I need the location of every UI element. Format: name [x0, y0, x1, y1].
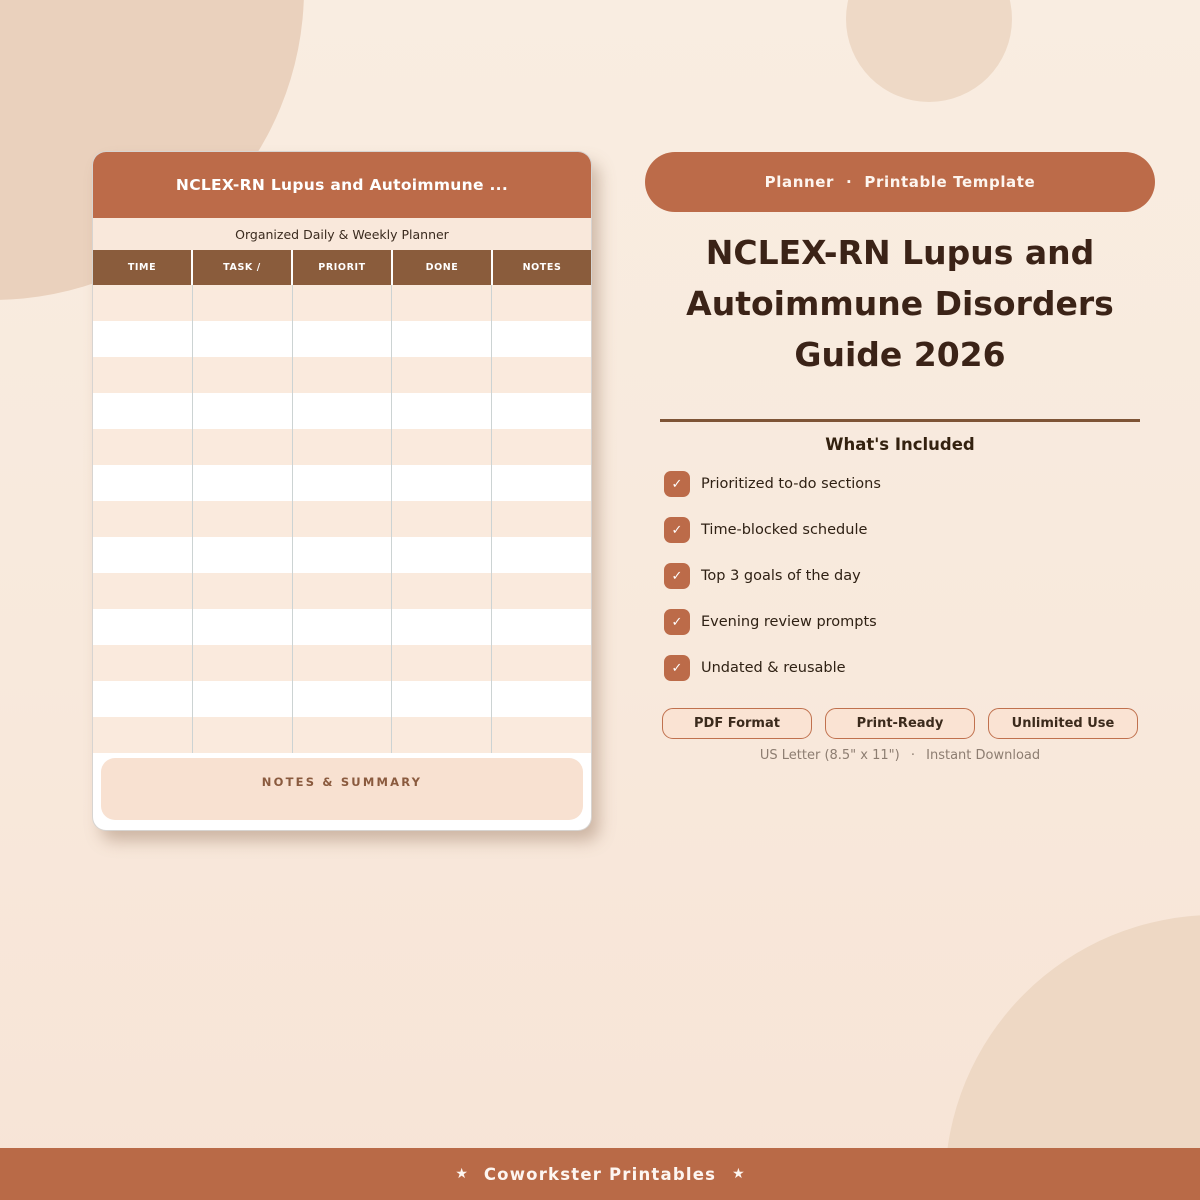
- table-cell: [492, 645, 591, 681]
- table-cell: [392, 609, 492, 645]
- table-row: [93, 429, 591, 465]
- table-cell: [93, 357, 193, 393]
- feature-item: [664, 563, 1155, 589]
- table-row: [93, 537, 591, 573]
- feature-item: [664, 517, 1155, 543]
- table-row: [93, 609, 591, 645]
- badge-type-label: Printable Template: [864, 173, 1036, 191]
- table-cell: [492, 465, 591, 501]
- checkmark-icon: ✓: [664, 655, 690, 681]
- product-details: [645, 152, 1155, 763]
- planner-preview-card: [93, 152, 591, 830]
- table-cell: [492, 285, 591, 321]
- section-divider: [660, 419, 1140, 422]
- table-cell: [492, 537, 591, 573]
- table-cell: [193, 681, 293, 717]
- table-cell: [293, 645, 393, 681]
- table-cell: [193, 357, 293, 393]
- tag-button-print-ready[interactable]: Print-Ready: [825, 708, 975, 739]
- table-row: [93, 717, 591, 753]
- feature-item: [664, 609, 1155, 635]
- table-cell: [193, 717, 293, 753]
- planner-table: [93, 250, 591, 753]
- table-row: [93, 393, 591, 429]
- table-cell: [293, 285, 393, 321]
- feature-label: Time-blocked schedule: [701, 522, 868, 538]
- table-row: [93, 573, 591, 609]
- table-cell: [293, 357, 393, 393]
- feature-label: Prioritized to-do sections: [701, 476, 881, 492]
- tag-button-row: [662, 708, 1138, 739]
- checkmark-icon: ✓: [664, 517, 690, 543]
- table-cell: [293, 681, 393, 717]
- table-row: [93, 645, 591, 681]
- checkmark-icon: ✓: [664, 471, 690, 497]
- column-header: DONE: [393, 250, 491, 285]
- table-cell: [293, 429, 393, 465]
- table-cell: [392, 717, 492, 753]
- table-cell: [492, 393, 591, 429]
- meta-separator-dot: ·: [910, 748, 915, 763]
- table-cell: [193, 393, 293, 429]
- category-badge: [645, 152, 1155, 212]
- table-row: [93, 501, 591, 537]
- table-cell: [93, 465, 193, 501]
- badge-separator-dot: ·: [846, 173, 853, 191]
- table-cell: [93, 537, 193, 573]
- table-cell: [392, 357, 492, 393]
- column-header: TASK /: [193, 250, 291, 285]
- checkmark-icon: ✓: [664, 609, 690, 635]
- table-cell: [293, 465, 393, 501]
- table-cell: [492, 321, 591, 357]
- table-cell: [392, 573, 492, 609]
- table-cell: [93, 681, 193, 717]
- included-heading: What's Included: [825, 435, 975, 454]
- table-cell: [193, 465, 293, 501]
- table-cell: [392, 321, 492, 357]
- table-row: [93, 357, 591, 393]
- table-cell: [93, 645, 193, 681]
- table-row: [93, 465, 591, 501]
- table-cell: [492, 609, 591, 645]
- table-cell: [93, 321, 193, 357]
- table-cell: [392, 465, 492, 501]
- table-cell: [93, 573, 193, 609]
- table-cell: [392, 537, 492, 573]
- planner-card-header: [93, 152, 591, 218]
- table-cell: [492, 501, 591, 537]
- brand-footer: [0, 1148, 1200, 1200]
- feature-item: [664, 655, 1155, 681]
- table-cell: [392, 681, 492, 717]
- table-cell: [293, 501, 393, 537]
- paper-size-label: US Letter (8.5" x 11"): [759, 748, 900, 763]
- star-icon: ★: [732, 1166, 745, 1182]
- table-cell: [392, 285, 492, 321]
- table-cell: [93, 429, 193, 465]
- star-icon: ★: [455, 1166, 468, 1182]
- table-row: [93, 285, 591, 321]
- table-cell: [193, 609, 293, 645]
- table-cell: [293, 573, 393, 609]
- table-cell: [93, 609, 193, 645]
- feature-list: [645, 471, 1155, 681]
- table-cell: [193, 645, 293, 681]
- format-meta-line: [645, 748, 1155, 763]
- page-title: NCLEX-RN Lupus and Autoimmune Disorders Guide 2026: [686, 233, 1114, 374]
- table-cell: [193, 501, 293, 537]
- download-label: Instant Download: [926, 748, 1041, 763]
- table-cell: [492, 573, 591, 609]
- table-cell: [93, 501, 193, 537]
- brand-name: Coworkster Printables: [483, 1164, 717, 1184]
- table-cell: [193, 537, 293, 573]
- table-cell: [392, 393, 492, 429]
- tag-button-unlimited-use[interactable]: Unlimited Use: [988, 708, 1138, 739]
- table-cell: [492, 357, 591, 393]
- column-header: PRIORIT: [293, 250, 391, 285]
- planner-card-subtitle: Organized Daily & Weekly Planner: [93, 218, 591, 250]
- table-cell: [392, 501, 492, 537]
- feature-label: Evening review prompts: [701, 614, 877, 630]
- table-cell: [193, 285, 293, 321]
- table-cell: [293, 717, 393, 753]
- feature-item: [664, 471, 1155, 497]
- notes-summary-label: NOTES & SUMMARY: [261, 775, 423, 789]
- planner-table-body: [93, 285, 591, 753]
- table-cell: [93, 393, 193, 429]
- column-header: TIME: [93, 250, 191, 285]
- table-cell: [293, 537, 393, 573]
- planner-card-title: NCLEX-RN Lupus and Autoimmune ...: [175, 176, 509, 194]
- tag-button-pdf-format[interactable]: PDF Format: [662, 708, 812, 739]
- planner-table-header: [93, 250, 591, 285]
- table-cell: [193, 321, 293, 357]
- table-cell: [293, 609, 393, 645]
- table-cell: [193, 573, 293, 609]
- table-cell: [492, 717, 591, 753]
- table-cell: [93, 717, 193, 753]
- table-cell: [392, 429, 492, 465]
- table-row: [93, 321, 591, 357]
- table-cell: [492, 681, 591, 717]
- badge-category-label: Planner: [764, 173, 835, 191]
- table-cell: [293, 393, 393, 429]
- table-cell: [492, 429, 591, 465]
- notes-summary-box: [101, 758, 583, 820]
- table-cell: [293, 321, 393, 357]
- column-header: NOTES: [493, 250, 591, 285]
- feature-label: Undated & reusable: [701, 660, 846, 676]
- table-cell: [93, 285, 193, 321]
- table-row: [93, 681, 591, 717]
- table-cell: [193, 429, 293, 465]
- table-cell: [392, 645, 492, 681]
- decor-circle-top-right: [846, 0, 1012, 102]
- feature-label: Top 3 goals of the day: [701, 568, 861, 584]
- checkmark-icon: ✓: [664, 563, 690, 589]
